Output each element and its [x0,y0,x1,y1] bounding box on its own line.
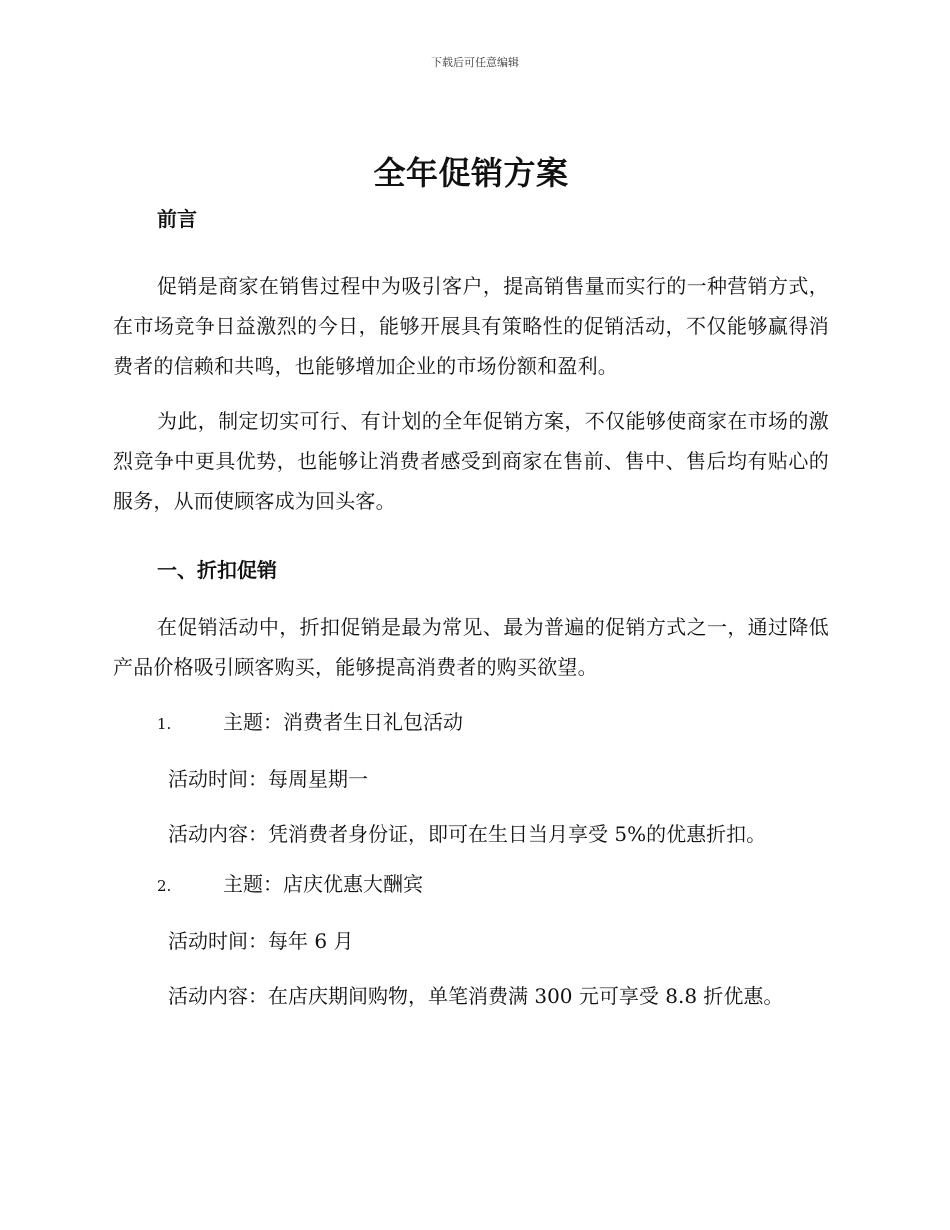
page-header-note: 下载后可任意编辑 [431,56,519,69]
list-item-title-text: 主题：店庆优惠大酬宾 [223,872,423,896]
list-item-time: 活动时间：每周星期一 [168,767,368,791]
list-item-title-text: 主题：消费者生日礼包活动 [223,710,463,734]
list-item-time: 活动时间：每年 6 月 [168,929,354,953]
list-item-number: 1. [157,715,172,733]
preface-paragraph-1: 促销是商家在销售过程中为吸引客户，提高销售量而实行的一种营销方式，在市场竞争日益激烈的今日，能够开展具有策略性的促销活动，不仅能够赢得消费者的信赖和共鸣，也能够增加企业的市场份额和盈利。 [113,274,829,378]
list-item-title [113,869,829,901]
preface-heading: 前言 [157,207,197,231]
list-item-content: 活动内容：凭消费者身份证，即可在生日当月享受 5%的优惠折扣。 [168,822,767,846]
document-page [113,150,829,1011]
list-item-title [113,707,829,739]
preface-paragraph-2: 为此，制定切实可行、有计划的全年促销方案，不仅能够使商家在市场的激烈竞争中更具优势，也能够让消费者感受到商家在售前、售中、售后均有贴心的服务，从而使顾客成为回头客。 [113,409,829,513]
discount-section-heading: 一、折扣促销 [157,558,277,582]
list-item-number: 2. [157,877,172,895]
document-title: 全年促销方案 [373,154,569,192]
discount-intro-paragraph: 在促销活动中，折扣促销是最为常见、最为普遍的促销方式之一，通过降低产品价格吸引顾客购买，能够提高消费者的购买欲望。 [113,615,829,679]
list-item-content: 活动内容：在店庆期间购物，单笔消费满 300 元可享受 8.8 折优惠。 [168,984,784,1008]
